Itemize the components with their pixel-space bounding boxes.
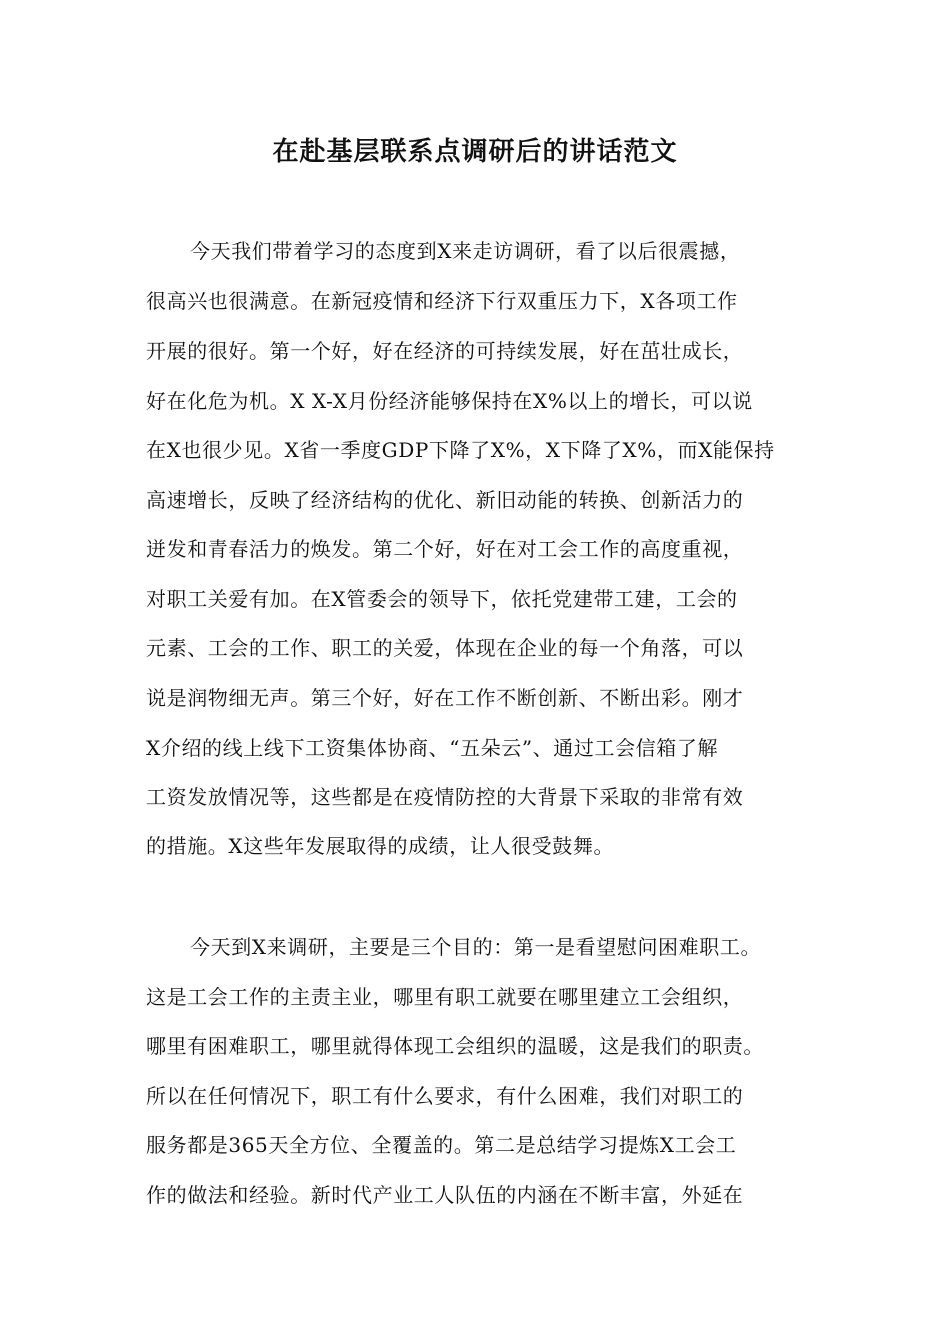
paragraph-1-line-7: 迸发和青春活力的焕发。第二个好，好在对工会工作的高度重视， bbox=[146, 537, 744, 561]
paragraph-2-line-3: 哪里有困难职工，哪里就得体现工会组织的温暖，这是我们的职责。 bbox=[146, 1034, 764, 1058]
paragraph-1-line-9: 元素、工会的工作、职工的关爱，体现在企业的每一个角落，可以 bbox=[146, 636, 744, 660]
paragraph-1-line-4: 好在化危为机。X X-X月份经济能够保持在X%以上的增长，可以说 bbox=[146, 389, 753, 413]
paragraph-1-line-11: X介绍的线上线下工资集体协商、“五朵云”、通过工会信箱了解 bbox=[146, 736, 719, 760]
paragraph-1-line-13: 的措施。X这些年发展取得的成绩，让人很受鼓舞。 bbox=[146, 834, 615, 858]
paragraph-1-line-1: 今天我们带着学习的态度到X来走访调研，看了以后很震撼， bbox=[190, 239, 741, 263]
paragraph-2-line-2: 这是工会工作的主责主业，哪里有职工就要在哪里建立工会组织， bbox=[146, 985, 744, 1009]
paragraph-1-line-6: 高速增长，反映了经济结构的优化、新旧动能的转换、创新活力的 bbox=[146, 488, 744, 512]
paragraph-2-line-6: 作的做法和经验。新时代产业工人队伍的内涵在不断丰富，外延在 bbox=[146, 1183, 744, 1207]
paragraph-1-line-2: 很高兴也很满意。在新冠疫情和经济下行双重压力下，X各项工作 bbox=[146, 289, 738, 313]
paragraph-1-line-5: 在X也很少见。X省一季度GDP下降了X%，X下降了X%，而X能保持 bbox=[146, 438, 775, 462]
paragraph-1-line-3: 开展的很好。第一个好，好在经济的可持续发展，好在茁壮成长， bbox=[146, 339, 744, 363]
paragraph-1-line-12: 工资发放情况等，这些都是在疫情防控的大背景下采取的非常有效 bbox=[146, 785, 744, 809]
paragraph-2-line-1: 今天到X来调研，主要是三个目的：第一是看望慰问困难职工。 bbox=[190, 935, 762, 959]
document-title: 在赴基层联系点调研后的讲话范文 bbox=[272, 137, 678, 167]
paragraph-1-line-10: 说是润物细无声。第三个好，好在工作不断创新、不断出彩。刚才 bbox=[146, 686, 744, 710]
paragraph-2-line-4: 所以在任何情况下，职工有什么要求，有什么困难，我们对职工的 bbox=[146, 1084, 744, 1108]
paragraph-1-line-8: 对职工关爱有加。在X管委会的领导下，依托党建带工建，工会的 bbox=[146, 587, 738, 611]
paragraph-2-line-5: 服务都是365天全方位、全覆盖的。第二是总结学习提炼X工会工 bbox=[146, 1133, 737, 1157]
